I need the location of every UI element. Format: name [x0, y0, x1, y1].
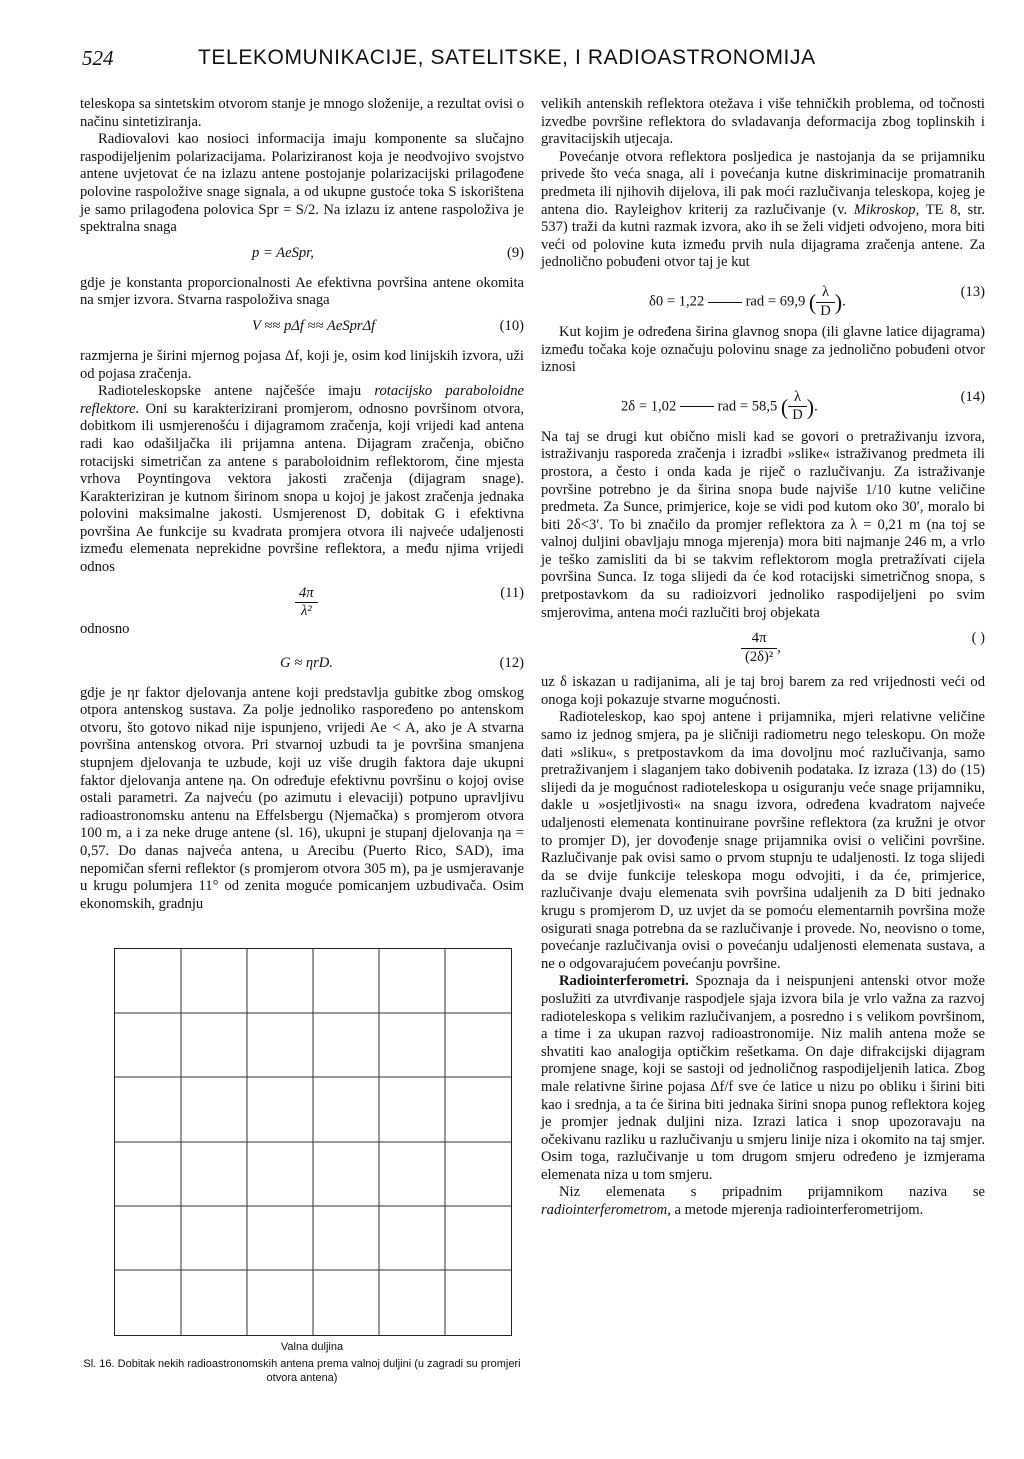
paragraph: uz δ iskazan u radijanima, ali je taj broj barem za red vrijednosti veći od onoga koji pokazuje stvarne mogućnosti. [541, 674, 985, 708]
figure-caption: Sl. 16. Dobitak nekih radioastronomskih antena prema valnoj duljini (u zagradi su promjeri otvora antena) [83, 1358, 521, 1384]
numerator: λ [816, 284, 835, 303]
paragraph: gdje je konstanta proporcionalnosti Ae efektivna površina antene okomita na smjer izvora. Stvarna raspoloživa snaga [80, 274, 524, 309]
paren: ) [806, 394, 815, 420]
equation-15 [541, 628, 985, 668]
fraction [295, 585, 318, 621]
text-run: Povećanje otvora reflektora posljedica je nastojanja da se prijamniku privede što veća snaga, ali i povećanja kutne diskriminacije promatranih predmeta ili njihovih dijelova, ili pak moći razlučivanja teleskopa, kojeg je antena dio. Rayleighov kriterij za razlučivanje (v. [541, 148, 985, 218]
text-run: TE 8, str. 537) traži da kutni razmak izvora, ako ih se želi vidjeti odvojeno, mora biti veći od polovine kuta između prvih nula dijagrama zračenja antene. Za jednolično pobuđeni otvor taj je kut [541, 201, 985, 271]
odnosno-label: odnosno [80, 620, 130, 637]
equation-number: (11) [500, 584, 524, 601]
text-run: Radioteleskopske antene najčešće imaju [98, 383, 375, 400]
figure-grid [115, 949, 511, 1335]
fraction [816, 284, 835, 320]
text-run: a metode mjerenja radiointerferometrijom. [670, 1202, 924, 1219]
paragraph: gdje je ηr faktor djelovanja antene koji predstavlja gubitke zbog omskog otpora antenskog sustava. Za polje jednoliko raspoređeno po antenskom otvoru, što gotovo nikad nije ispunjeno, vrijedi Ae < A, ako je A stvarna površina antenskog otvora. Pri stvarnoj uzbudi ta je površina smanjena stupnjem djelovanja te uzbude, koji uz više drugih faktora daje ukupni faktor djelovanja antene ηa. On određuje efektivnu površinu o kojoj ovise ostali parametri. Za najveću (po azimutu i elevaciji) potpuno upravljivu radioastronomsku antenu na Effelsbergu (Njemačka) s promjerom otvora 100 m, a i za neke druge antene (sl. 16), ukupni je stupanj djelovanja ηa = 0,57. Do danas najveća antena, u Arecibu (Puerto Rico, SAD), ima nepomičan sferni reflektor (s promjerom otvora 305 m), pa je usmjeravanje u krugu polumjera 11° od zenita moguće pomicanjem uzbudivača. Osim ekonomskih, gradnju [80, 684, 524, 912]
equation-body: V ≈≈ pΔf ≈≈ AeSprΔf [252, 317, 376, 334]
equation-10 [80, 316, 524, 342]
paragraph [80, 383, 524, 577]
fraction [788, 389, 807, 425]
fraction-bar [680, 406, 714, 407]
paren: ( [808, 289, 817, 315]
fraction [741, 630, 777, 666]
paragraph: razmjerna je širini mjernog pojasa Δf, koji je, osim kod linijskih izvora, uži od pojasa zračenja. [80, 347, 524, 382]
paragraph [541, 1184, 985, 1219]
equation-number: (10) [499, 317, 524, 334]
equation-body: 2δ = 1,02 rad = 58,5 ( $\frac{\lambda}{D}$ ). [621, 388, 818, 424]
equation-number: (9) [506, 244, 524, 261]
equation-mid: rad = 69,9 [745, 293, 806, 310]
equation-number: (12) [499, 654, 524, 671]
paragraph: Na taj se drugi kut obično misli kad se govori o pretraživanju izvora, istraživanju rasporeda zračenja i izradbi »slike« istraživanog predmeta ili prostora, a često i onda kada je riječ o razlučivanju. Za istraživanje površine potrebno je da širina snopa bude najviše 1/10 kutne veličine predmeta. Za Sunce, primjerice, koje se vidi pod kutom oko 30′, moralo bi biti 2δ<3′. To bi značilo da promjer reflektora za λ = 0,21 m (na toj se valnoj duljini obavljaju mnoga mjerenja) mora biti najmanje 246 m, a vrlo je teško zamisliti da bi se takvim reflektorom mogla pretražívati cijela površina Sunca. Iz toga slijedi da će kod rotacijski simetričnog snopa, s pretpostavkom da su radioizvori jednoliko raspodijeljeni po svim smjerovima, antena moći razlučiti broj objekata [541, 428, 985, 621]
figure-16-plot [114, 948, 512, 1336]
emphasis: Mikroskop, [853, 201, 920, 218]
left-column [80, 96, 524, 913]
emphasis: rotacijsko paraboloidne reflektore. [80, 383, 524, 417]
numerator: λ [788, 389, 807, 408]
paragraph: teleskopa sa sintetskim otvorom stanje je mnogo složenije, a rezultat ovisi o načinu sintetiziranja. [80, 96, 524, 130]
equation-number: (14) [960, 388, 985, 405]
numerator: 4π [741, 630, 777, 649]
page-number: 524 [82, 46, 114, 70]
denominator: D [792, 407, 803, 424]
equation-11 [80, 583, 524, 639]
section-heading: Radiointerferometri. [559, 973, 689, 990]
denominator: D [820, 302, 831, 319]
equation-14 [541, 383, 985, 423]
paren: ( [780, 394, 789, 420]
running-title: TELEKOMUNIKACIJE, SATELITSKE, I RADIOASTRONOMIJA [198, 46, 816, 69]
text-run: Niz elemenata s pripadnim prijamnikom naziva se [559, 1184, 985, 1201]
paragraph [541, 973, 985, 1184]
figure-xlabel: Valna duljina [280, 1341, 344, 1353]
equation-body: $\frac{4\pi}{\text{(2δ)²}}$ , [741, 630, 781, 666]
equation-body: δ0 = 1,22 rad = 69,9 ( $\frac{\lambda}{D}$ ). [649, 283, 846, 319]
paragraph: Kut kojim je određena širina glavnog snopa (ili glavne latice dijagrama) između točaka koje označuju polovinu snage za jednolično pobuđeni otvor iznosi [541, 323, 985, 376]
denominator: λ² [300, 603, 312, 620]
equation-body: G ≈ ηrD. [280, 654, 333, 671]
paragraph [541, 149, 985, 272]
equation-body: p = AeSpr, [252, 244, 314, 261]
text-run: Spoznaja da i neispunjeni antenski otvor može poslužiti za utvrđivanje raspodjele sjaja izvora bila je vrlo važna za razvoj radioteleskopa s velikim razlučivanjem, a posredno i s velikom površinom, a time i za ukupan razvoj radioastronomije. Niz malih antena može se shvatiti kao analogija optičkim rešetkama. On daje difrakcijski dijagram promjene snage, koji se sastoji od jednoličnog raspodijeljenih latica. Zbog male relativne širine pojasa Δf/f sve će latice u nizu po obliku i širini biti kao i srednja, a ta će širina biti jednaka širini snopa punog reflektora kojeg je promjer jednak duljini niza. Izrazi latica i snop upozoravaju na očekivanu razliku u razlučivanju u smjeru linije niza i okomito na taj smjer. Osim toga, razlučivanje u tom drugom smjeru određeno je izmjerama elemenata niza u tom smjeru. [541, 973, 985, 1183]
right-column [541, 96, 985, 1220]
equation-lhs: 2δ = 1,02 [621, 398, 677, 415]
paren: ) [834, 289, 843, 315]
equation-9 [80, 243, 524, 269]
equation-mid: rad = 58,5 [717, 398, 778, 415]
equation-13 [541, 278, 985, 318]
equation-body [295, 585, 318, 621]
equation-12 [80, 653, 524, 679]
page-header [80, 46, 950, 86]
paragraph: velikih antenskih reflektora otežava i više tehničkih problema, od točnosti izvedbe površine reflektora do svladavanja deformacija zbog toplinskih i gravitacijskih utjecaja. [541, 96, 985, 148]
paragraph: Radioteleskop, kao spoj antene i prijamnika, mjeri relativne veličine samo iz jednog smjera, pa je sličniji radiometru nego teleskopu. On može dati »sliku«, s pretpostavkom da ima dovoljnu moć razlučivanja, samo pretraživanjem i slaganjem tako dobivenih podataka. Iz izraza (13) do (15) slijedi da je mogućnost radioteleskopa u osiguranju veće snage prijamniku, dakle u »osjetljivosti« na snagu izvora, određena kvadratom najveće udaljenosti elemenata kontinuirane površine reflektora (za kružni je otvor to promjer D), jer dovođenje snage prijamnika ovisi o veličini površine. Razlučivanje pak ovisi samo o prvom stupnju te udaljenosti. Iz toga slijedi da se dvije funkcije teleskopa mogu odvojiti, i da će, primjerice, razlučivanje dvaju elemenata svih površina udaljenih za D biti jednako krugu s promjerom D, uz uvjet da se pomoću elementarnih površina može osigurati snaga potrebna da se razlučivanje i provede. No, neovisno o tome, povećanje razlučivanja ovisi o povećanju udaljenosti elemenata sustava, a ne o odgovarajućem povećanju površine. [541, 709, 985, 972]
paragraph: Radiovalovi kao nosioci informacija imaju komponente sa slučajno raspodijeljenim polarizacijama. Polariziranost koja je neodvojivo svojstvo antene uvjetovat će na izlazu antene postojanje polarizacijski prilagođene polovine raspoložive snage signala, a od ukupne gustoće toka S iskorištena je samo prilagođena polovica Spr = S/2. Na izlazu iz antene raspoloživa je spektralna snaga [80, 131, 524, 236]
numerator: 4π [295, 585, 318, 604]
equation-number: ( ) [971, 630, 985, 647]
denominator: (2δ)² [745, 648, 774, 665]
equation-lhs: δ0 = 1,22 [649, 293, 705, 310]
fraction-bar [708, 302, 742, 303]
emphasis: radiointerferometrom, [541, 1202, 671, 1219]
equation-number: (13) [960, 283, 985, 300]
text-run: Oni su karakterizirani promjerom, odnosno površinom otvora, dobitkom ili usmjerenošću i dijagramom zračenja, koji vrijedi kad antena radi kao odašiljačka ili prijamna antena. Dijagram zračenja, obično rotacijski simetričan za antene s paraboloidnim reflektorom, čine mjesta vrhova Poyntingova vektora jakosti zračenja (dijagram snage). Karakteriziran je kutnom širinom snopa u kojoj je jakost zračenja jednaka polovini maksimalne jakosti. Usmjerenost D, dobitak G i efektivna površina Ae funkcije su kvadrata promjera otvora ili najveće udaljenosti između elemenata neprekidne površine reflektora, a među njima vrijedi odnos [80, 400, 524, 576]
